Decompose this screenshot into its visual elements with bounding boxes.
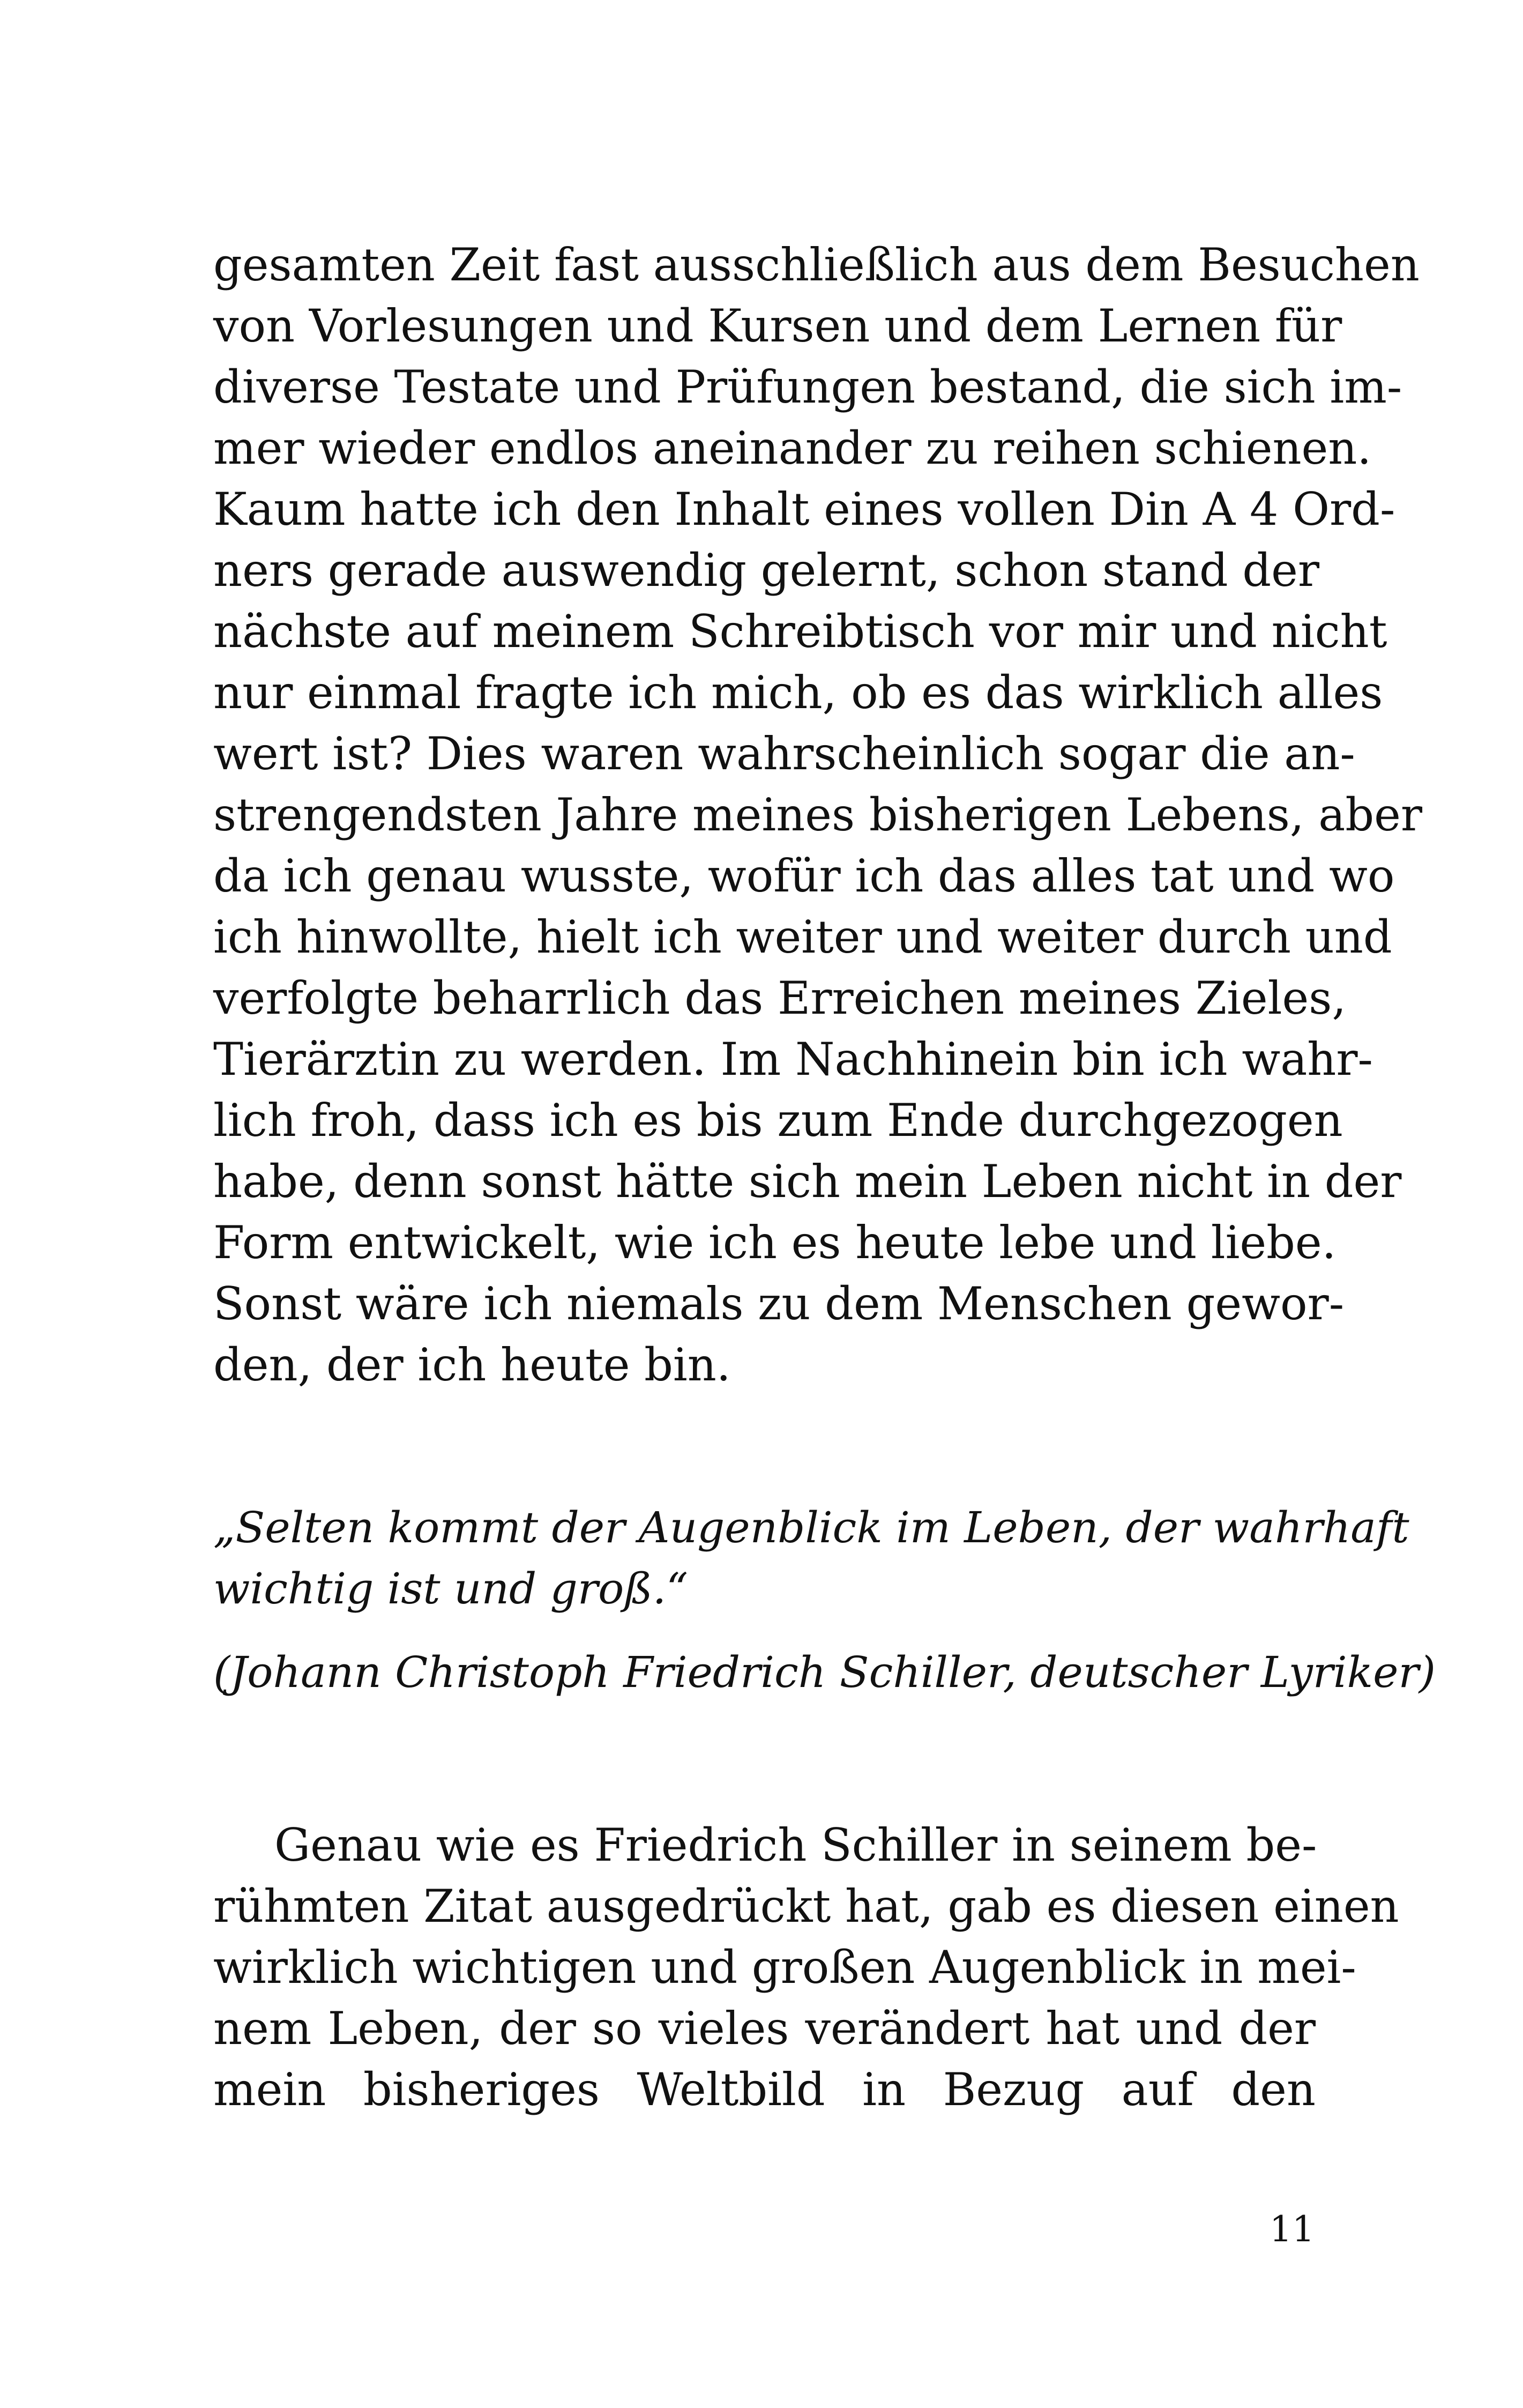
text-line: Kaum hatte ich den Inhalt eines vollen Din A 4 Ord- [213,483,1395,536]
text-line: wert ist? Dies waren wahrscheinlich sogar die an- [213,727,1355,780]
text-line: gesamten Zeit fast ausschließlich aus dem Besuchen [213,239,1420,291]
text-line: Genau wie es Friedrich Schiller in seinem be- [274,1819,1317,1871]
text-line: verfolgte beharrlich das Erreichen meines Zieles, [213,972,1347,1024]
quote-line: wichtig ist und groß.“ [213,1564,689,1614]
text-line: nur einmal fragte ich mich, ob es das wirklich alles [213,666,1383,719]
text-line: ich hinwollte, hielt ich weiter und weiter durch und [213,911,1392,963]
text-line: diverse Testate und Prüfungen bestand, die sich im- [213,361,1402,413]
page-number: 11 [1270,2209,1315,2250]
text-line: Tierärztin zu werden. Im Nachhinein bin ich wahr- [213,1033,1373,1086]
text-line: mein bisheriges Weltbild in Bezug auf den [213,2063,1316,2116]
text-line: von Vorlesungen und Kursen und dem Lernen für [213,300,1342,352]
text-line: habe, denn sonst hätte sich mein Leben nicht in der [213,1155,1402,1208]
text-line: wirklich wichtigen und großen Augenblick in mei- [213,1941,1356,1994]
text-line: rühmten Zitat ausgedrückt hat, gab es diesen einen [213,1880,1399,1933]
text-line: Sonst wäre ich niemals zu dem Menschen gewor- [213,1277,1345,1330]
text-line: ners gerade auswendig gelernt, schon stand der [213,544,1320,597]
text-line: den, der ich heute bin. [213,1339,731,1391]
text-line: nem Leben, der so vieles verändert hat und der [213,2002,1316,2055]
text-line: strengendsten Jahre meines bisherigen Lebens, aber [213,789,1422,841]
text-line: mer wieder endlos aneinander zu reihen schienen. [213,422,1372,474]
text-line: da ich genau wusste, wofür ich das alles tat und wo [213,850,1395,902]
text-line: lich froh, dass ich es bis zum Ende durchgezogen [213,1094,1343,1147]
text-line: Form entwickelt, wie ich es heute lebe und liebe. [213,1216,1337,1269]
text-line: nächste auf meinem Schreibtisch vor mir und nicht [213,605,1387,658]
quote-line: „Selten kommt der Augenblick im Leben, der wahrhaft [213,1503,1409,1552]
quote-attribution: (Johann Christoph Friedrich Schiller, deutscher Lyriker) [213,1647,1436,1697]
